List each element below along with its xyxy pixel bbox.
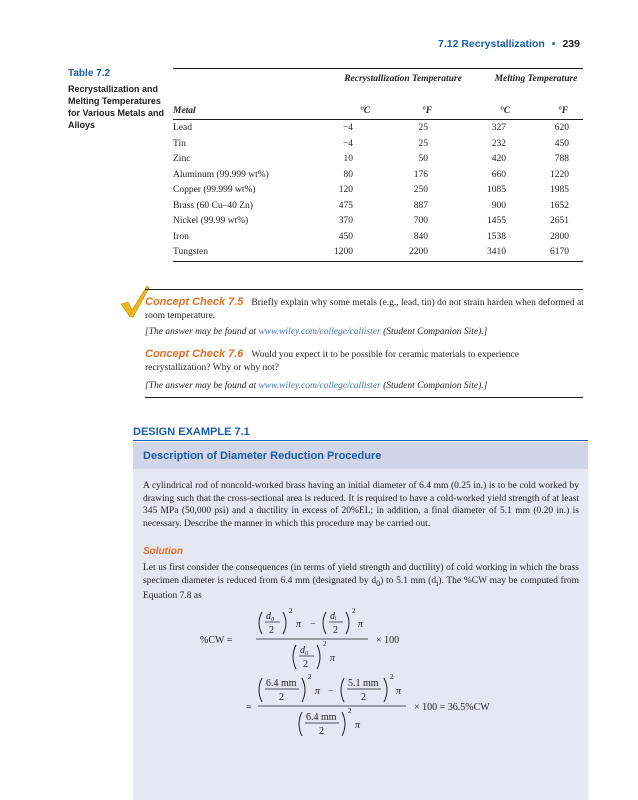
- solution-text: [143, 562, 579, 602]
- eq-pi: π: [358, 619, 364, 630]
- eq-pi: π: [315, 686, 321, 697]
- table-row: [173, 230, 583, 245]
- table-header-rule: [173, 119, 583, 120]
- cell-metal: Brass (60 Cu–40 Zn): [173, 200, 253, 211]
- table-row: [173, 245, 583, 260]
- concept-check-title: Concept Check 7.6: [145, 348, 244, 360]
- table-row: [173, 183, 583, 198]
- header-recryst-f: °F: [421, 106, 433, 116]
- cell-metal: Iron: [173, 231, 189, 242]
- eq-value-5-1: 5.1 mm: [348, 678, 379, 689]
- eq-square: 2: [348, 707, 352, 715]
- cell-metal: Aluminum (99.999 wt%): [173, 169, 269, 180]
- eq-two: 2: [269, 625, 274, 636]
- concept-check-7-6: [145, 348, 585, 375]
- eq-two: 2: [361, 692, 366, 703]
- cell-melt-f: 1652: [550, 200, 569, 211]
- eq-pi: π: [296, 619, 302, 630]
- concept-check-title: Concept Check 7.5: [145, 296, 244, 308]
- cell-melt-c: 420: [491, 154, 506, 164]
- eq-minus: −: [310, 619, 316, 630]
- concept-check-top-rule: [145, 289, 583, 290]
- header-melt-f: °F: [557, 106, 569, 116]
- cell-recryst-f: 25: [418, 123, 428, 133]
- table-row: [173, 121, 583, 136]
- eq-two: 2: [333, 625, 338, 636]
- eq-di: dᵢ: [330, 611, 337, 622]
- cell-melt-f: 1985: [550, 185, 569, 195]
- answer-prefix: [The answer may be found at: [145, 381, 259, 391]
- design-example-label: DESIGN EXAMPLE 7.1: [133, 426, 250, 438]
- design-example-underline: [133, 440, 588, 441]
- header-recryst-c: °C: [359, 106, 371, 116]
- cell-recryst-c: −4: [342, 138, 353, 149]
- eq-two: 2: [303, 659, 308, 670]
- cell-melt-f: 620: [554, 123, 569, 133]
- eq-minus: −: [328, 686, 334, 697]
- cell-metal: Lead: [173, 123, 192, 133]
- cell-metal: Nickel (99.99 wt%): [173, 216, 249, 226]
- table-caption-text: Recrystallization and Melting Temperatures for Various Metals and Alloys: [68, 84, 165, 130]
- cell-melt-f: 2800: [550, 231, 569, 242]
- cell-recryst-f: 25: [418, 138, 428, 149]
- cell-melt-c: 1085: [487, 185, 506, 195]
- cell-metal: Zinc: [173, 154, 191, 164]
- eq-d0: d₀: [300, 645, 309, 656]
- table-top-rule: [173, 68, 583, 69]
- eq-value-6-4: 6.4 mm: [306, 712, 337, 723]
- solution-text-part: Let us first consider the consequences (in terms of yield strength and ductility) of cold working in which the brass specimen diameter is reduced from 6.4 mm (designated by d: [143, 563, 579, 586]
- cell-recryst-f: 2200: [409, 247, 428, 257]
- cell-recryst-f: 887: [413, 200, 428, 211]
- table-number: Table 7.2: [68, 68, 111, 79]
- cell-recryst-f: 700: [413, 216, 428, 226]
- cell-melt-c: 3410: [487, 247, 506, 257]
- cell-melt-f: 1220: [550, 169, 569, 180]
- cell-recryst-c: 475: [338, 200, 353, 211]
- table-row: [173, 199, 583, 214]
- header-separator: •: [551, 38, 556, 50]
- answer-prefix: [The answer may be found at: [145, 327, 259, 337]
- eq-square: 2: [323, 640, 327, 648]
- concept-check-answer: [145, 380, 585, 393]
- cell-melt-c: 900: [491, 200, 506, 211]
- cell-recryst-f: 176: [413, 169, 428, 180]
- eq-pi: π: [330, 653, 336, 664]
- cell-melt-c: 327: [491, 123, 506, 133]
- subscript: 0: [376, 578, 381, 588]
- cell-recryst-c: 370: [338, 216, 353, 226]
- concept-check-answer: [145, 326, 585, 339]
- header-metal: Metal: [173, 106, 196, 116]
- answer-suffix: (Student Companion Site).]: [380, 327, 488, 337]
- cell-melt-c: 1538: [487, 231, 506, 242]
- subscript: i: [436, 578, 439, 588]
- cell-recryst-c: −4: [342, 123, 353, 133]
- table-row: [173, 152, 583, 167]
- cell-melt-f: 6170: [550, 247, 569, 257]
- eq-square: 2: [289, 607, 293, 615]
- problem-statement: A cylindrical rod of noncold-worked brass having an initial diameter of 6.4 mm (0.25 in.) is to be cold worked by drawing such that the cross-sectional area is reduced. It is required to have a cold-worked yield strength of at least 345 MPa (50,000 psi) and a ductility in excess of 20%EL; in addition, a final diameter of 5.1 mm (0.20 in.) is necessary. Describe the manner in which this procedure may be carried out.: [143, 481, 579, 529]
- cell-recryst-f: 250: [413, 185, 428, 195]
- cell-melt-f: 450: [554, 138, 569, 149]
- cell-metal: Copper (99.999 wt%): [173, 185, 256, 195]
- eq-result: × 100 = 36.5%CW: [414, 702, 490, 713]
- eq-square: 2: [308, 673, 312, 681]
- cell-melt-f: 2651: [550, 216, 569, 226]
- eq-times-100: × 100: [376, 635, 400, 646]
- solution-label: Solution: [143, 546, 183, 557]
- table-row: [173, 137, 583, 152]
- eq-two: 2: [319, 726, 324, 737]
- concept-check-question: Briefly explain why some metals (e.g., lead, tin) do not strain harden when deformed at room temperature.: [145, 298, 584, 321]
- answer-suffix: (Student Companion Site).]: [380, 381, 488, 391]
- cell-recryst-f: 50: [418, 154, 428, 164]
- solution-text-part: ). The %CW may be computed from Equation 7.8 as: [143, 575, 580, 601]
- cell-recryst-c: 1200: [334, 247, 353, 257]
- design-example-subtitle: Description of Diameter Reduction Procedure: [143, 450, 382, 462]
- concept-check-question: Would you expect it to be possible for ceramic materials to experience recrystallization? Why or why not?: [145, 350, 519, 373]
- running-header: [438, 38, 580, 50]
- cell-melt-c: 232: [491, 138, 506, 149]
- cell-recryst-c: 10: [343, 154, 353, 164]
- section-title: 7.12 Recrystallization: [437, 38, 545, 50]
- cell-metal: Tungsten: [173, 247, 209, 257]
- cell-recryst-c: 80: [343, 169, 353, 180]
- table-caption: [68, 68, 168, 131]
- eq-two: 2: [279, 692, 284, 703]
- cell-recryst-f: 840: [413, 231, 428, 242]
- cell-melt-f: 788: [554, 154, 569, 164]
- header-melting: Melting Temperature: [494, 74, 578, 84]
- solution-text-part: ) to 5.1 mm (d: [380, 575, 437, 586]
- eq-pi: π: [355, 720, 361, 731]
- cell-recryst-c: 120: [338, 185, 353, 195]
- eq-equals: =: [246, 702, 252, 713]
- eq-lhs: %CW =: [200, 635, 233, 646]
- cell-metal: Tin: [173, 138, 186, 149]
- eq-square: 2: [352, 607, 356, 615]
- equation-percent-cw-evaluated: [200, 672, 520, 752]
- eq-d0: d₀: [266, 611, 275, 622]
- cell-recryst-c: 450: [338, 231, 353, 242]
- table-bottom-rule: [173, 261, 583, 262]
- page-number: 239: [562, 38, 580, 50]
- eq-square: 2: [390, 673, 394, 681]
- cell-melt-c: 1455: [487, 216, 506, 226]
- eq-value-6-4: 6.4 mm: [266, 678, 297, 689]
- answer-link[interactable]: www.wiley.com/college/callister: [258, 327, 381, 337]
- cell-melt-c: 660: [491, 169, 506, 180]
- concept-check-7-5: [145, 296, 585, 323]
- table-row: [173, 168, 583, 183]
- answer-link[interactable]: www.wiley.com/college/callister: [258, 381, 381, 391]
- header-melt-c: °C: [499, 106, 511, 116]
- eq-pi: π: [396, 686, 402, 697]
- header-recrystallization: Recrystallization Temperature: [344, 74, 462, 84]
- table-row: [173, 214, 583, 229]
- concept-check-bottom-rule: [145, 397, 583, 398]
